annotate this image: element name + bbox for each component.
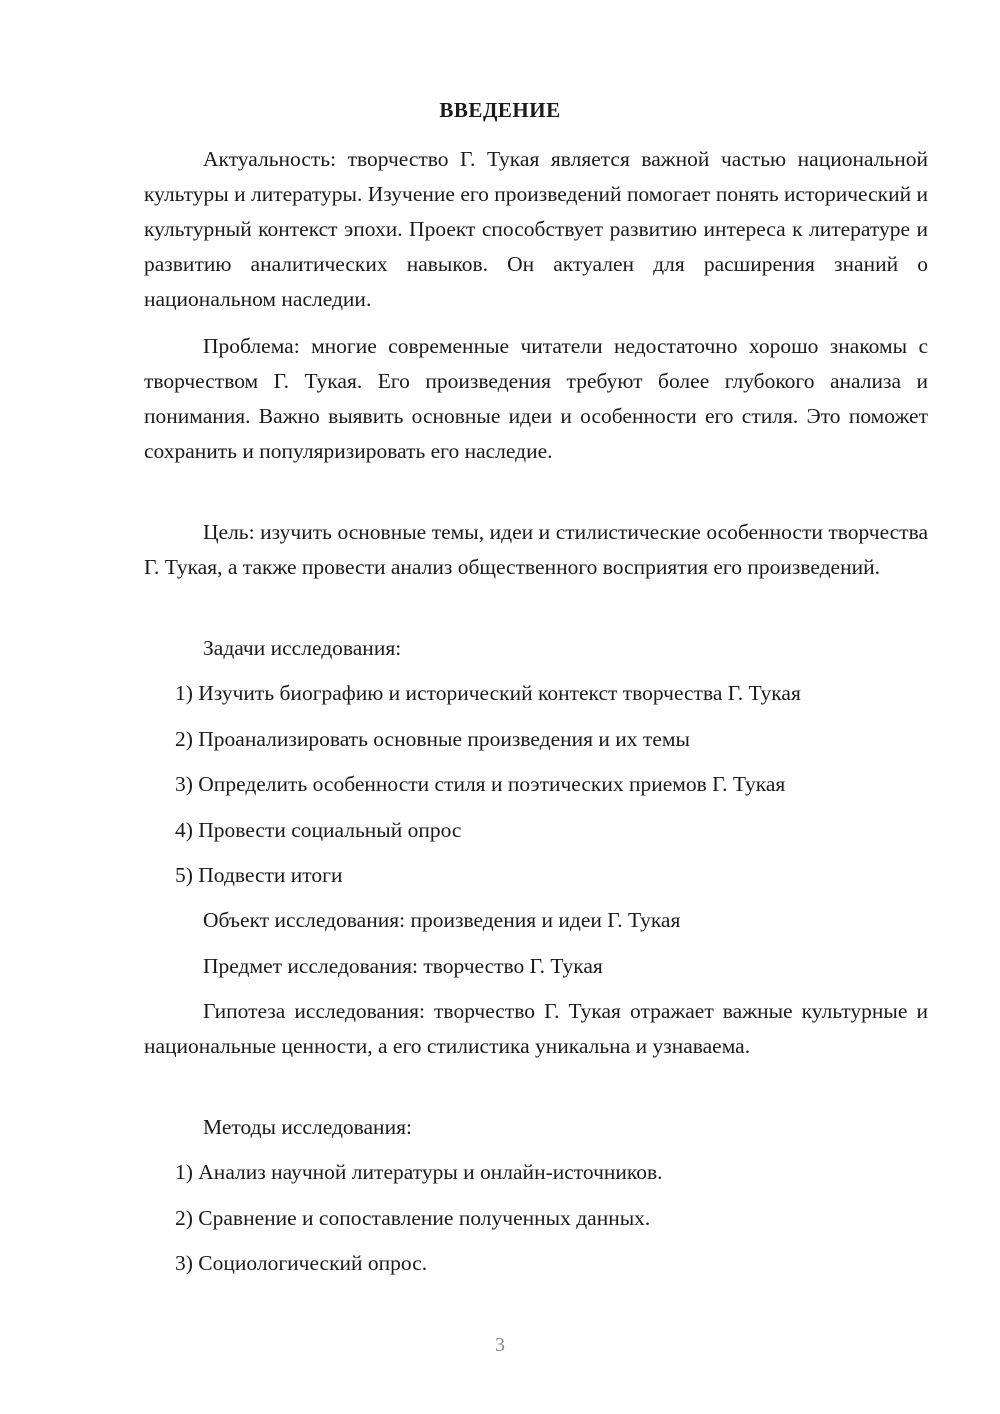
task-item-3: 3) Определить особенности стиля и поэтических приемов Г. Тукая [175,772,786,796]
method-item-3: 3) Социологический опрос. [175,1251,428,1275]
goal-paragraph: Цель: изучить основные темы, идеи и стилистические особенности творчества Г. Тукая, а также провести анализ общественного восприятия его произведений. [144,520,928,579]
relevance-paragraph: Актуальность: творчество Г. Тукая является важной частью национальной культуры и литературы. Изучение его произведений помогает понять исторический и культурный контекст эпохи. Проект способствует развитию интереса к литературе и развитию аналитических навыков. Он актуален для расширения знаний о национальном наследии. [144,147,928,311]
hypothesis-paragraph: Гипотеза исследования: творчество Г. Тукая отражает важные культурные и национальные ценности, а его стилистика уникальна и узнаваема. [144,999,928,1058]
research-object: Объект исследования: произведения и идеи Г. Тукая [203,908,681,932]
task-item-1: 1) Изучить биографию и исторический контекст творчества Г. Тукая [175,681,801,705]
tasks-heading: Задачи исследования: [203,636,402,660]
methods-heading: Методы исследования: [203,1115,412,1139]
research-subject: Предмет исследования: творчество Г. Тукая [203,954,603,978]
task-item-4: 4) Провести социальный опрос [175,818,462,842]
task-item-5: 5) Подвести итоги [175,863,343,887]
page-number: 3 [495,1334,505,1356]
task-item-2: 2) Проанализировать основные произведения и их темы [175,727,690,751]
method-item-1: 1) Анализ научной литературы и онлайн-источников. [175,1160,663,1184]
method-item-2: 2) Сравнение и сопоставление полученных данных. [175,1206,651,1230]
page-title: ВВЕДЕНИЕ [439,98,561,122]
problem-paragraph: Проблема: многие современные читатели недостаточно хорошо знакомы с творчеством Г. Тукая. Его произведения требуют более глубокого анализа и понимания. Важно выявить основные идеи и особенности его стиля. Это поможет сохранить и популяризировать его наследие. [144,334,928,463]
